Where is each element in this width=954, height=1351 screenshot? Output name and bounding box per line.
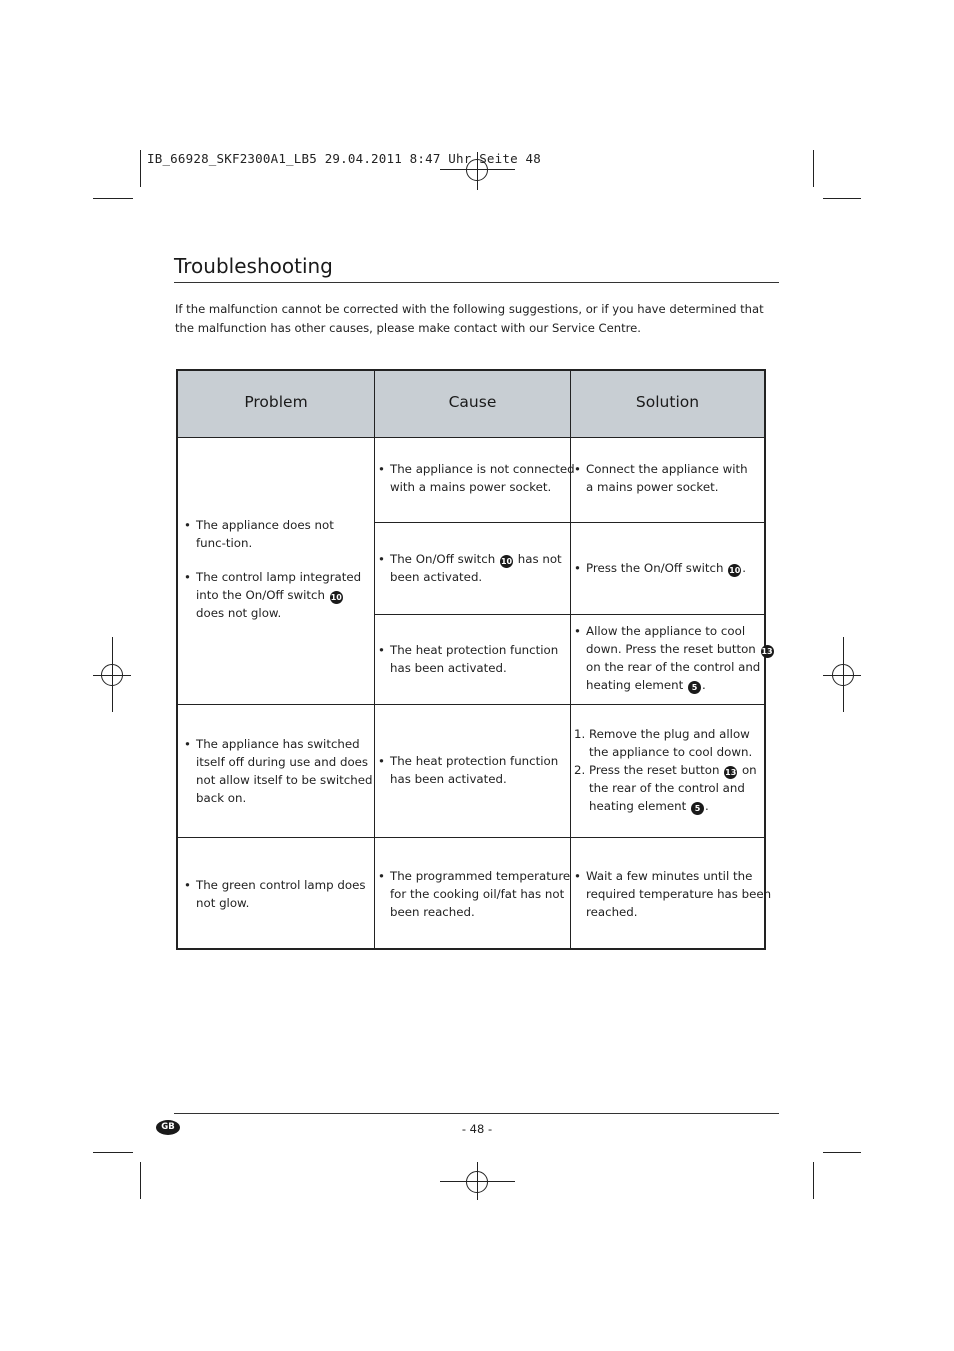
- cause-text-4: • The heat protection function has been activated.: [375, 752, 576, 788]
- solution-cell-5: [570, 838, 772, 948]
- part-number-badge: 13: [761, 647, 773, 656]
- solution-cell-4: [570, 705, 764, 838]
- registration-mark-right: [823, 675, 861, 676]
- cause-cell-2: [374, 523, 570, 615]
- part-number-badge: 13: [725, 768, 737, 777]
- solution-text-4: [574, 725, 764, 815]
- part-number-badge: 10: [330, 593, 342, 602]
- cause-cell-1: [374, 438, 575, 523]
- problem-text-1: [181, 516, 364, 622]
- crop-mark: [140, 1162, 141, 1199]
- crop-mark: [140, 150, 141, 187]
- cause-text-2: • The On/Off switch 10 has not been activated.: [375, 550, 576, 586]
- solution-text-1: • Connect the appliance with a mains power socket.: [571, 460, 751, 496]
- solution-cell-2: [570, 523, 764, 615]
- header-problem: Problem: [244, 393, 308, 411]
- numbered-item: 1. Remove the plug and allow the appliance to cool down.: [574, 727, 753, 759]
- solution-cell-3: [570, 615, 773, 705]
- solution-text-3: • Allow the appliance to cool down. Press the reset button 13 on the rear of the control and heating element 5 .: [571, 622, 776, 694]
- registration-mark-bottom: [440, 1181, 515, 1182]
- page-title: Troubleshooting: [174, 254, 333, 278]
- crop-mark: [823, 1152, 861, 1153]
- cause-text-3: • The heat protection function has been activated.: [375, 641, 576, 677]
- header-cell-problem: [178, 371, 374, 438]
- intro-paragraph: If the malfunction cannot be corrected with the following suggestions, or if you have determined that the malfunction has other causes, please make contact with our Service Centre.: [175, 302, 764, 335]
- page-number: - 48 -: [461, 1122, 493, 1136]
- problem-text-3: • The green control lamp does not glow.: [181, 876, 379, 912]
- cause-cell-5: [374, 838, 570, 948]
- problem-text-2: • The appliance has switched itself off during use and does not allow itself to be switched back on.: [181, 735, 379, 807]
- solution-cell-1: [570, 438, 764, 523]
- crop-mark: [93, 1152, 133, 1153]
- part-number-badge: 5: [688, 681, 701, 694]
- cause-text-1: • The appliance is not connected with a mains power socket.: [375, 460, 582, 496]
- title-divider: [174, 282, 779, 283]
- header-cause: Cause: [448, 393, 497, 411]
- problem-cell-2: [178, 705, 374, 838]
- printer-slug: IB_66928_SKF2300A1_LB5 29.04.2011 8:47 Uhr Seite 48: [147, 151, 542, 166]
- part-number-badge: 10: [729, 566, 741, 575]
- numbered-item: 2. Press the reset button 13 on the rear of the control and heating element 5 .: [574, 763, 757, 813]
- header-cell-solution: [570, 371, 764, 438]
- part-number-badge: 10: [500, 557, 513, 566]
- footer-divider: [174, 1113, 779, 1114]
- solution-text-2: • Press the On/Off switch 10 .: [571, 559, 776, 577]
- crop-mark: [823, 198, 861, 199]
- problem-cell-3: [178, 838, 374, 948]
- language-badge: GB: [156, 1120, 180, 1135]
- crop-mark: [813, 1162, 814, 1199]
- header-cell-cause: [374, 371, 570, 438]
- crop-mark: [93, 198, 133, 199]
- solution-text-5: • Wait a few minutes until the required temperature has been reached.: [571, 867, 776, 921]
- cause-cell-3: [374, 615, 570, 705]
- crop-mark: [813, 150, 814, 187]
- bullet-item: • The control lamp integrated into the On/Off switch 10 does not glow.: [181, 568, 364, 622]
- part-number-badge: 5: [691, 802, 704, 815]
- cause-text-5: • The programmed temperature for the cooking oil/fat has not been reached.: [375, 867, 576, 921]
- bullet-item: • The appliance does not func-tion.: [181, 516, 364, 552]
- header-solution: Solution: [635, 393, 700, 411]
- troubleshooting-table: [176, 369, 773, 950]
- registration-mark-top: [440, 169, 515, 170]
- cause-cell-4: [374, 705, 570, 838]
- problem-cell-1: [178, 438, 374, 705]
- registration-mark-left: [93, 675, 131, 676]
